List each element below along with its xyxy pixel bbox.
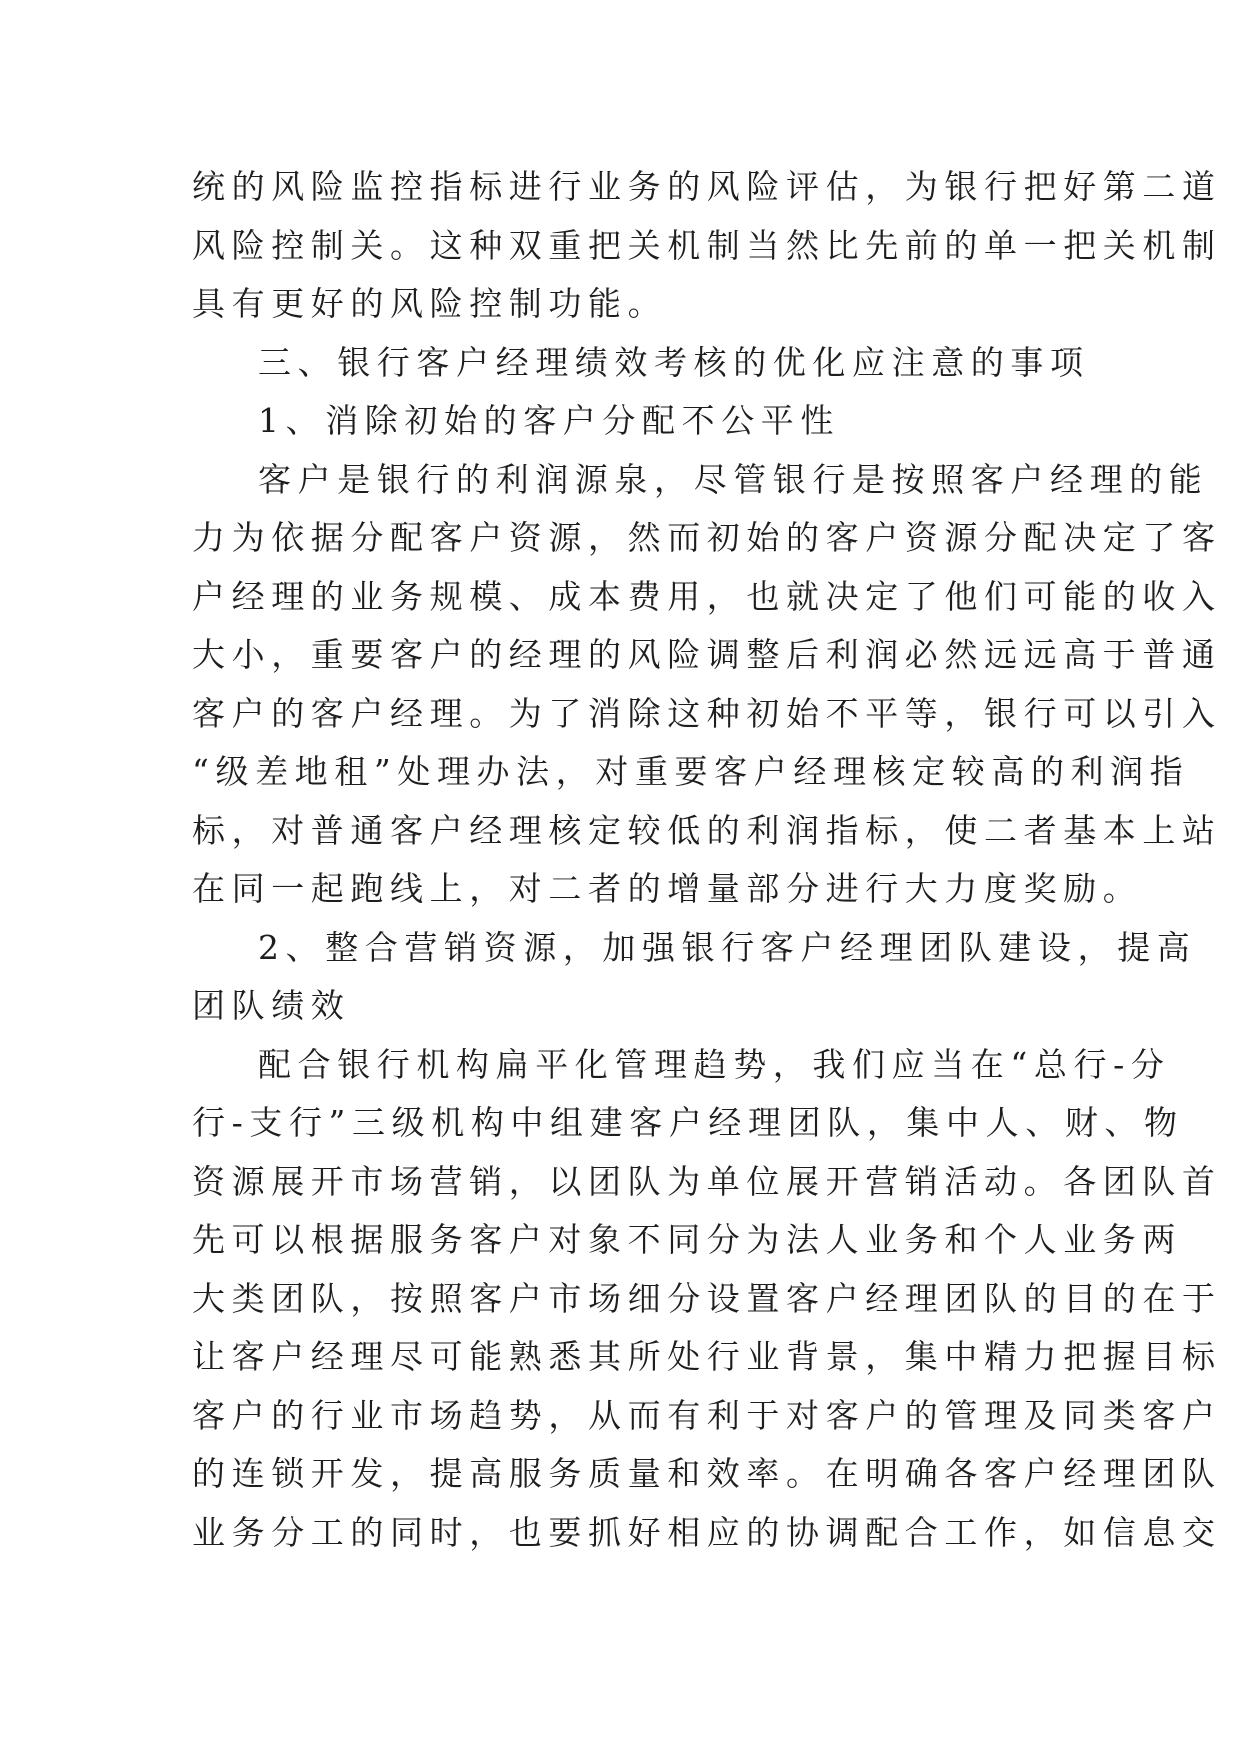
text-line: 资源展开市场营销，以团队为单位展开营销活动。各团队首	[192, 1161, 1222, 1201]
text-line: 配合银行机构扁平化管理趋势，我们应当在“总行-分	[258, 1044, 1171, 1084]
text-line: 业务分工的同时，也要抓好相应的协调配合工作，如信息交	[192, 1512, 1222, 1552]
text-line: 客户的客户经理。为了消除这种初始不平等，银行可以引入	[192, 693, 1222, 733]
text-line: “级差地租”处理办法，对重要客户经理核定较高的利润指	[192, 752, 1190, 791]
text-line: 让客户经理尽可能熟悉其所处行业背景，集中精力把握目标	[192, 1337, 1222, 1376]
text-line: 标，对普通客户经理核定较低的利润指标，使二者基本上站	[192, 810, 1222, 850]
text-line: 在同一起跑线上，对二者的增量部分进行大力度奖励。	[192, 869, 1143, 908]
text-line: 统的风险监控指标进行业务的风险评估，为银行把好第二道	[192, 167, 1222, 206]
text-line: 大类团队，按照客户市场细分设置客户经理团队的目的在于	[192, 1278, 1222, 1318]
document-body	[192, 158, 1222, 1562]
text-line: 户经理的业务规模、成本费用，也就决定了他们可能的收入	[192, 576, 1222, 616]
text-line: 行-支行”三级机构中组建客户经理团队，集中人、财、物	[192, 1103, 1184, 1142]
text-line: 的连锁开发，提高服务质量和效率。在明确各客户经理团队	[192, 1454, 1222, 1493]
text-line: 风险控制关。这种双重把关机制当然比先前的单一把关机制	[192, 225, 1222, 265]
text-line: 2、整合营销资源，加强银行客户经理团队建设，提高	[258, 927, 1197, 967]
text-line: 团队绩效	[192, 986, 351, 1025]
text-line: 客户是银行的利润源泉，尽管银行是按照客户经理的能	[258, 459, 1209, 499]
text-line: 力为依据分配客户资源，然而初始的客户资源分配决定了客	[192, 518, 1222, 557]
text-line: 1、消除初始的客户分配不公平性	[258, 401, 840, 440]
text-line: 三、银行客户经理绩效考核的优化应注意的事项	[258, 342, 1090, 382]
text-line: 具有更好的风险控制功能。	[192, 284, 668, 323]
text-line: 先可以根据服务客户对象不同分为法人业务和个人业务两	[192, 1220, 1182, 1259]
text-line: 客户的行业市场趋势，从而有利于对客户的管理及同类客户	[192, 1395, 1222, 1435]
text-line: 大小，重要客户的经理的风险调整后利润必然远远高于普通	[192, 635, 1222, 674]
